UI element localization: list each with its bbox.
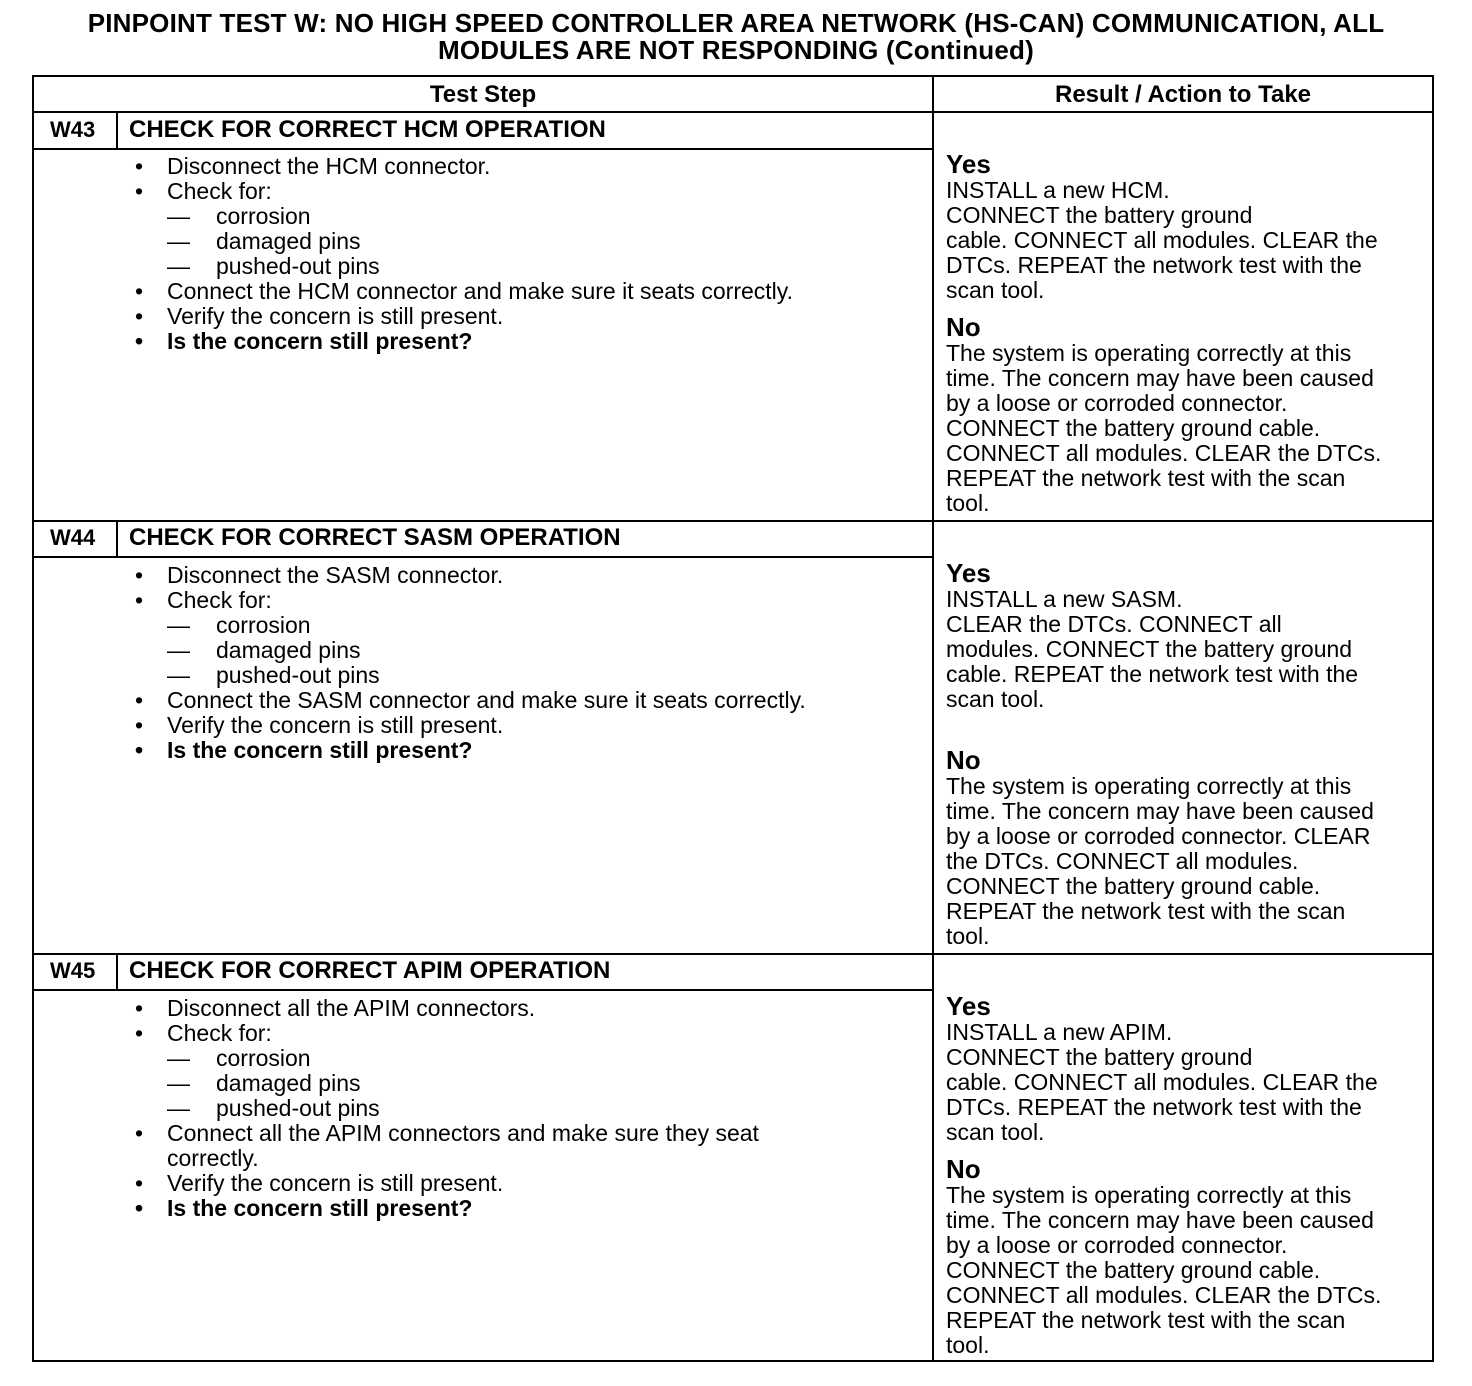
bullet-marker: • bbox=[134, 1170, 144, 1196]
step-instruction bbox=[129, 1196, 829, 1221]
no-action-text: The system is operating correctly at this time. The concern may have been caused by a loose or corroded connector. CLEAR the DTCs. CONNECT all modules. CONNECT the battery ground cable. REPEAT the network test with the scan tool. bbox=[946, 773, 1374, 949]
check-sub-item bbox=[129, 254, 929, 279]
dash-marker: — bbox=[167, 637, 190, 663]
check-sub-item bbox=[129, 613, 929, 638]
dash-marker: — bbox=[167, 1095, 190, 1121]
step-title-w43: CHECK FOR CORRECT HCM OPERATION bbox=[129, 116, 606, 143]
pinpoint-test-table bbox=[32, 75, 1434, 1362]
item-text: Is the concern still present? bbox=[167, 328, 473, 354]
dash-marker: — bbox=[167, 228, 190, 254]
item-text: Verify the concern is still present. bbox=[167, 1170, 504, 1196]
item-text: Disconnect all the APIM connectors. bbox=[167, 995, 536, 1021]
step-instruction bbox=[129, 563, 929, 588]
item-text: damaged pins bbox=[216, 637, 361, 663]
yes-label: Yes bbox=[946, 558, 991, 588]
w44-top-divider bbox=[34, 520, 1432, 522]
bullet-marker: • bbox=[134, 328, 144, 354]
result-w45 bbox=[946, 992, 1436, 1358]
bullet-marker: • bbox=[134, 687, 144, 713]
bullet-marker: • bbox=[134, 153, 144, 179]
no-label: No bbox=[946, 745, 981, 775]
w43-id-divider bbox=[116, 113, 118, 149]
bullet-marker: • bbox=[134, 712, 144, 738]
no-action-text: The system is operating correctly at this time. The concern may have been caused by a loose or corroded connector. CONNECT the battery ground cable. CONNECT all modules. CLEAR the DTCs. REPEAT the network test with the scan tool. bbox=[946, 1182, 1382, 1358]
check-sub-item bbox=[129, 229, 929, 254]
item-text: Check for: bbox=[167, 1020, 272, 1046]
bullet-marker: • bbox=[134, 587, 144, 613]
dash-marker: — bbox=[167, 1045, 190, 1071]
bullet-marker: • bbox=[134, 303, 144, 329]
item-text: Verify the concern is still present. bbox=[167, 712, 504, 738]
header-result: Result / Action to Take bbox=[1054, 81, 1312, 108]
dash-marker: — bbox=[167, 1070, 190, 1096]
step-instruction bbox=[129, 1121, 829, 1171]
item-text: corrosion bbox=[216, 203, 311, 229]
w45-title-divider bbox=[34, 989, 932, 991]
step-instruction bbox=[129, 329, 929, 354]
check-sub-item bbox=[129, 1046, 829, 1071]
page-title bbox=[0, 10, 1472, 64]
check-sub-item bbox=[129, 663, 929, 688]
dash-marker: — bbox=[167, 662, 190, 688]
dash-marker: — bbox=[167, 612, 190, 638]
yes-label: Yes bbox=[946, 991, 991, 1021]
result-w44 bbox=[946, 559, 1436, 949]
item-text: Disconnect the SASM connector. bbox=[167, 562, 504, 588]
step-id-w45: W45 bbox=[50, 958, 96, 983]
step-id-w44: W44 bbox=[50, 525, 96, 550]
check-sub-item bbox=[129, 638, 929, 663]
item-text: Connect all the APIM connectors and make sure they seat correctly. bbox=[167, 1120, 759, 1171]
no-label: No bbox=[946, 312, 981, 342]
yes-action-text: INSTALL a new HCM. CONNECT the battery ground cable. CONNECT all modules. CLEAR the DTCs. REPEAT the network test with the scan tool. bbox=[946, 177, 1378, 303]
step-instruction bbox=[129, 1171, 829, 1196]
step-instruction bbox=[129, 154, 929, 179]
item-text: damaged pins bbox=[216, 228, 361, 254]
header-divider bbox=[34, 111, 1432, 113]
w43-title-divider bbox=[34, 148, 932, 150]
item-text: Disconnect the HCM connector. bbox=[167, 153, 491, 179]
step-instruction bbox=[129, 713, 929, 738]
step-items-w44 bbox=[129, 563, 929, 763]
step-id-w43: W43 bbox=[50, 117, 96, 142]
bullet-marker: • bbox=[134, 1195, 144, 1221]
item-text: Connect the SASM connector and make sure it seats correctly. bbox=[167, 687, 806, 713]
w44-id-divider bbox=[116, 522, 118, 557]
step-instruction bbox=[129, 1021, 829, 1046]
no-action-text: The system is operating correctly at this time. The concern may have been caused by a loose or corroded connector. CONNECT the battery ground cable. CONNECT all modules. CLEAR the DTCs. REPEAT the network test with the scan tool. bbox=[946, 340, 1382, 516]
bullet-marker: • bbox=[134, 737, 144, 763]
item-text: damaged pins bbox=[216, 1070, 361, 1096]
item-text: pushed-out pins bbox=[216, 253, 380, 279]
check-sub-item bbox=[129, 1071, 829, 1096]
item-text: Connect the HCM connector and make sure it seats correctly. bbox=[167, 278, 793, 304]
step-instruction bbox=[129, 588, 929, 613]
title-line-1: PINPOINT TEST W: NO HIGH SPEED CONTROLLER AREA NETWORK (HS-CAN) COMMUNICATION, ALL bbox=[87, 8, 1385, 38]
title-line-2: MODULES ARE NOT RESPONDING (Continued) bbox=[438, 35, 1034, 65]
dash-marker: — bbox=[167, 253, 190, 279]
item-text: Is the concern still present? bbox=[167, 737, 473, 763]
header-test-step: Test Step bbox=[429, 81, 537, 108]
check-sub-item bbox=[129, 1096, 829, 1121]
dash-marker: — bbox=[167, 203, 190, 229]
w44-title-divider bbox=[34, 556, 932, 558]
column-divider bbox=[932, 77, 934, 1362]
step-title-w44: CHECK FOR CORRECT SASM OPERATION bbox=[129, 524, 621, 551]
result-w43 bbox=[946, 150, 1436, 516]
step-items-w45 bbox=[129, 996, 829, 1221]
item-text: corrosion bbox=[216, 1045, 311, 1071]
item-text: Check for: bbox=[167, 178, 272, 204]
item-text: Is the concern still present? bbox=[167, 1195, 473, 1221]
yes-action-text: INSTALL a new APIM. CONNECT the battery ground cable. CONNECT all modules. CLEAR the DTCs. REPEAT the network test with the scan tool. bbox=[946, 1019, 1378, 1145]
bullet-marker: • bbox=[134, 562, 144, 588]
step-instruction bbox=[129, 279, 929, 304]
bullet-marker: • bbox=[134, 178, 144, 204]
step-instruction bbox=[129, 304, 929, 329]
bullet-marker: • bbox=[134, 278, 144, 304]
w45-id-divider bbox=[116, 955, 118, 990]
no-label: No bbox=[946, 1154, 981, 1184]
item-text: Verify the concern is still present. bbox=[167, 303, 504, 329]
item-text: Check for: bbox=[167, 587, 272, 613]
step-instruction bbox=[129, 738, 929, 763]
yes-label: Yes bbox=[946, 149, 991, 179]
step-instruction bbox=[129, 179, 929, 204]
bullet-marker: • bbox=[134, 1020, 144, 1046]
item-text: pushed-out pins bbox=[216, 1095, 380, 1121]
step-items-w43 bbox=[129, 154, 929, 354]
item-text: pushed-out pins bbox=[216, 662, 380, 688]
item-text: corrosion bbox=[216, 612, 311, 638]
bullet-marker: • bbox=[134, 995, 144, 1021]
bullet-marker: • bbox=[134, 1120, 144, 1146]
step-title-w45: CHECK FOR CORRECT APIM OPERATION bbox=[129, 957, 611, 984]
w45-top-divider bbox=[34, 953, 1432, 955]
yes-action-text: INSTALL a new SASM. CLEAR the DTCs. CONNECT all modules. CONNECT the battery ground cable. REPEAT the network test with the scan tool. bbox=[946, 586, 1359, 712]
step-instruction bbox=[129, 688, 929, 713]
check-sub-item bbox=[129, 204, 929, 229]
step-instruction bbox=[129, 996, 829, 1021]
